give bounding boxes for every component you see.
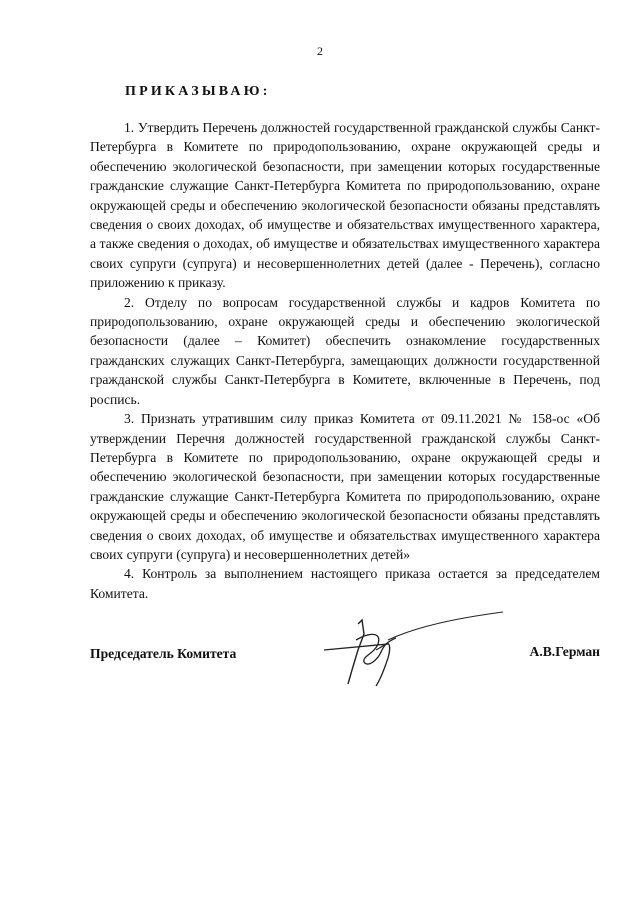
paragraph-2: 2. Отделу по вопросам государственной службы и кадров Комитета по природопользованию, охране окружающей среды и обеспечению экологической безопасности (далее – Комитет) обеспечить ознакомление государственных гражданских служащих Санкт-Петербурга, замещающих должности государственной гражданской службы Санкт-Петербурга в Комитете, включенные в Перечень, под роспись. xyxy=(90,294,600,407)
signatory-name: А.В.Герман xyxy=(529,644,600,659)
paragraph-3: 3. Признать утратившим силу приказ Комитета от 09.11.2021 № 158-ос «Об утверждении Перечня должностей государственной гражданской службы Санкт-Петербурга в Комитете по природопользованию, охране окружающей среды и обеспечению экологической безопасности, при замещении которых государственные гражданские служащие Санкт-Петербурга Комитета по природопользованию, охране окружающей среды и обеспечению экологической безопасности обязаны представлять сведения о своих доходах, об имуществе и обязательствах имущественного характера своих супруги (супруга) и несовершеннолетних детей» xyxy=(90,411,600,562)
handwritten-signature xyxy=(318,610,518,690)
order-heading: ПРИКАЗЫВАЮ: xyxy=(125,84,271,99)
signature-block xyxy=(90,640,600,700)
paragraph-4: 4. Контроль за выполнением настоящего приказа остается за председателем Комитета. xyxy=(90,566,600,601)
order-body xyxy=(90,118,600,603)
signatory-title: Председатель Комитета xyxy=(90,646,237,661)
paragraph-1: 1. Утвердить Перечень должностей государственной гражданской службы Санкт-Петербурга в Комитете по природопользованию, охране окружающей среды и обеспечению экологической безопасности, при замещении которых государственные гражданские служащие Санкт-Петербурга Комитета по природопользованию, охране окружающей среды и обеспечению экологической безопасности обязаны представлять сведения о своих доходах, об имуществе и обязательствах имущественного характера, а также сведения о доходах, об имуществе и обязательствах имущественного характера своих супруги (супруга) и несовершеннолетних детей (далее - Перечень), согласно приложению к приказу. xyxy=(90,120,600,291)
page-number: 2 xyxy=(317,44,323,58)
